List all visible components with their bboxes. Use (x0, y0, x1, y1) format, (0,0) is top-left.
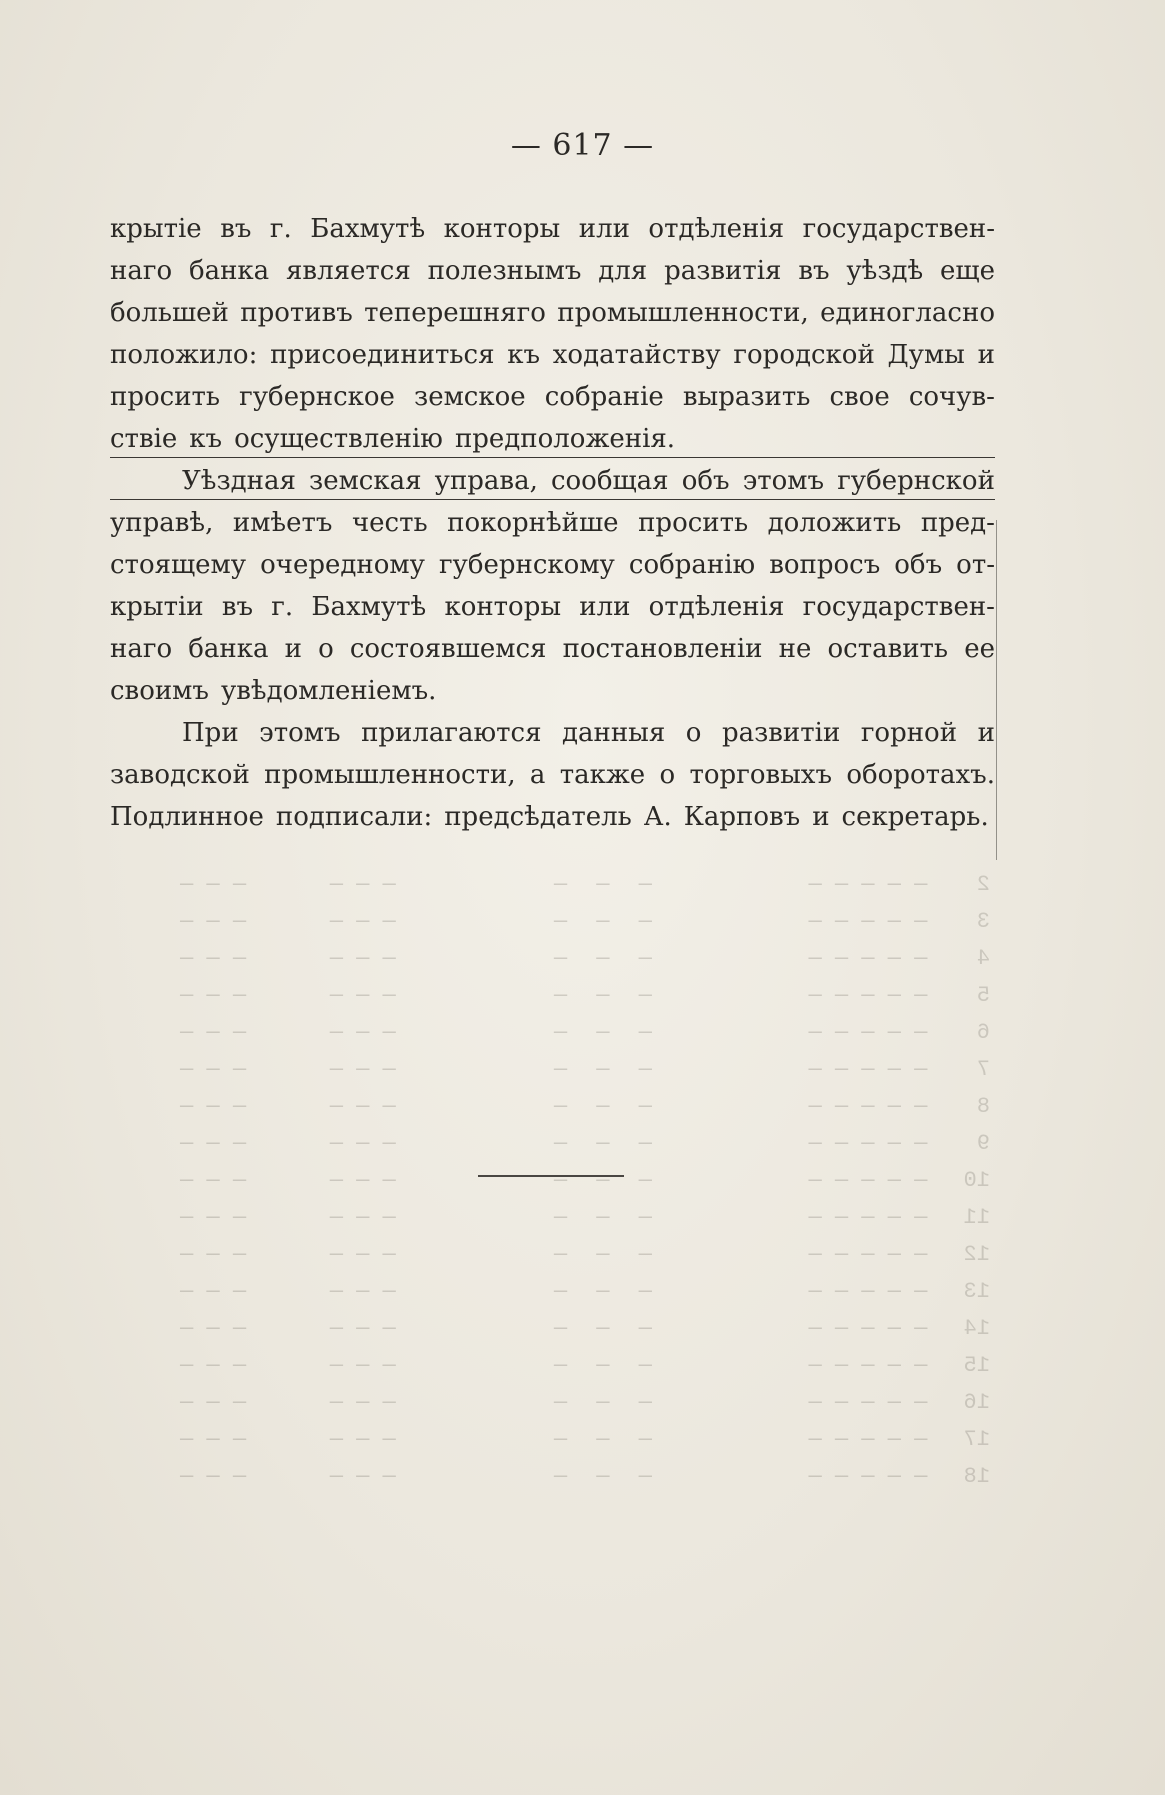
word: Бахмутѣ (311, 592, 427, 622)
word: А. (643, 802, 672, 832)
word: полезнымъ (427, 256, 582, 286)
body-text (110, 208, 995, 838)
word: теперешняго (364, 298, 546, 328)
word: еще (940, 256, 995, 286)
word: для (598, 256, 648, 286)
text-line (110, 586, 995, 628)
word: и (977, 718, 995, 748)
word: также (559, 760, 646, 790)
word: увѣдомленіемъ. (220, 676, 437, 706)
word: Бахмутѣ (310, 214, 426, 244)
word: является (286, 256, 411, 286)
text-line (110, 628, 995, 670)
text-line (110, 418, 995, 460)
word: торговыхъ (689, 760, 833, 790)
word: развитія (664, 256, 782, 286)
word: объ (681, 466, 730, 496)
word: въ (220, 214, 252, 244)
page-number: — 617 — (510, 128, 655, 163)
word: о (659, 760, 676, 790)
word: предсѣдатель (444, 802, 632, 832)
word: въ (221, 592, 254, 622)
word: къ (189, 424, 223, 454)
word: ее (964, 634, 995, 664)
word: банка (188, 634, 269, 664)
word: прилагаются (361, 718, 542, 748)
word: очередному (260, 550, 425, 580)
word: государствен- (802, 214, 995, 244)
word: просить (638, 508, 749, 538)
word: покорнѣйше (447, 508, 619, 538)
text-line (110, 208, 995, 250)
word: г. (269, 214, 292, 244)
word: присоединиться (270, 340, 495, 370)
text-line (110, 460, 995, 502)
word: и (977, 340, 995, 370)
word: Уѣздная (182, 466, 296, 496)
word: конторы (443, 214, 561, 244)
word: конторы (444, 592, 562, 622)
word: оставить (827, 634, 949, 664)
word: При (182, 718, 239, 748)
word: постановленіи (562, 634, 763, 664)
word: единогласно (820, 298, 995, 328)
text-line (110, 544, 995, 586)
margin-line (996, 520, 997, 860)
word: положило: (110, 340, 258, 370)
word: и (812, 802, 830, 832)
bleed-through-table: 2 — — — — — — — — — — — — — — 3 — — — — — — — — — — — — — — 4 — — — — — — — — — — — — — — 5 — — — — — — — — — — — — — — 6 — — — — — — — — — — — — — — 7 — — — — — — — — — — — — — — 8 — — — — — — — — — — — — — — 9 — — — — — — — — — — — — — — 10 — — — — — — — — — — — — — — 11 — — — — — — — — — — — — — — 12 — — — — — — — — — — — — — — 13 — — — — — — — — — — — — — — 14 — — — — — — — — — — — — — — 15 — — — — — — — — — — — — — — 16 — — — — — — — — — — — — — — 17 — — — — — — — — — — — — — — 18 — — — — — — — — — — — — — — (180, 872, 990, 1489)
word: горной (860, 718, 958, 748)
word: предположенія. (454, 424, 676, 454)
word: собранію (628, 550, 756, 580)
word: секретарь. (841, 802, 989, 832)
text-line (110, 796, 995, 838)
word: имѣетъ (232, 508, 333, 538)
text-line (110, 502, 995, 544)
paragraph-1 (110, 208, 995, 460)
word: промышленности, (264, 760, 516, 790)
word: своимъ (110, 676, 209, 706)
word: этомъ (259, 718, 341, 748)
text-line (110, 754, 995, 796)
text-line (110, 376, 995, 418)
word: управа, (434, 466, 538, 496)
word: Думы (887, 340, 965, 370)
word: или (578, 214, 630, 244)
word: отдѣленія (648, 592, 785, 622)
word: крытіе (110, 214, 202, 244)
word: въ (798, 256, 830, 286)
word: данныя (562, 718, 666, 748)
word: о (318, 634, 334, 664)
word: объ (894, 550, 943, 580)
word: ходатайству (552, 340, 721, 370)
word: уѣздѣ (846, 256, 924, 286)
word: заводской (110, 760, 250, 790)
word: къ (507, 340, 541, 370)
word: городской (733, 340, 875, 370)
word: оборотахъ. (846, 760, 995, 790)
word: наго (110, 634, 173, 664)
word: стоящему (110, 550, 247, 580)
word: ствіе (110, 424, 178, 454)
word: или (579, 592, 631, 622)
word: доложить (767, 508, 902, 538)
word: противъ (240, 298, 353, 328)
word: крытіи (110, 592, 204, 622)
word: свое (829, 382, 890, 412)
word: пред- (920, 508, 995, 538)
word: отдѣленія (648, 214, 785, 244)
word: от- (956, 550, 995, 580)
word: государствен- (802, 592, 995, 622)
word: Карповъ (683, 802, 801, 832)
word: о (685, 718, 702, 748)
text-line (110, 292, 995, 334)
word: губернской (837, 466, 995, 496)
table-rule-mark (478, 1175, 624, 1177)
word: не (778, 634, 812, 664)
word: земская (309, 466, 422, 496)
word: губернское (239, 382, 395, 412)
word: земское (414, 382, 526, 412)
word: вопросъ (769, 550, 881, 580)
word: г. (271, 592, 294, 622)
word: Подлинное (110, 802, 264, 832)
text-line (110, 670, 995, 712)
word: промышленности, (557, 298, 809, 328)
word: развитіи (721, 718, 841, 748)
word: большей (110, 298, 229, 328)
word: просить (110, 382, 221, 412)
word: честь (351, 508, 428, 538)
text-line (110, 334, 995, 376)
word: а (529, 760, 546, 790)
word: наго (110, 256, 173, 286)
word: осуществленію (234, 424, 443, 454)
word: и (284, 634, 302, 664)
word: управѣ, (110, 508, 214, 538)
word: сочув- (908, 382, 995, 412)
word: подписали: (275, 802, 433, 832)
text-line (110, 712, 995, 754)
word: состоявшемся (349, 634, 547, 664)
word: сообщая (550, 466, 669, 496)
word: этомъ (742, 466, 825, 496)
word: собраніе (544, 382, 664, 412)
paragraph-3 (110, 712, 995, 838)
paragraph-2 (110, 460, 995, 712)
word: банка (188, 256, 270, 286)
word: выразить (682, 382, 811, 412)
word: губернскому (438, 550, 615, 580)
text-line (110, 250, 995, 292)
